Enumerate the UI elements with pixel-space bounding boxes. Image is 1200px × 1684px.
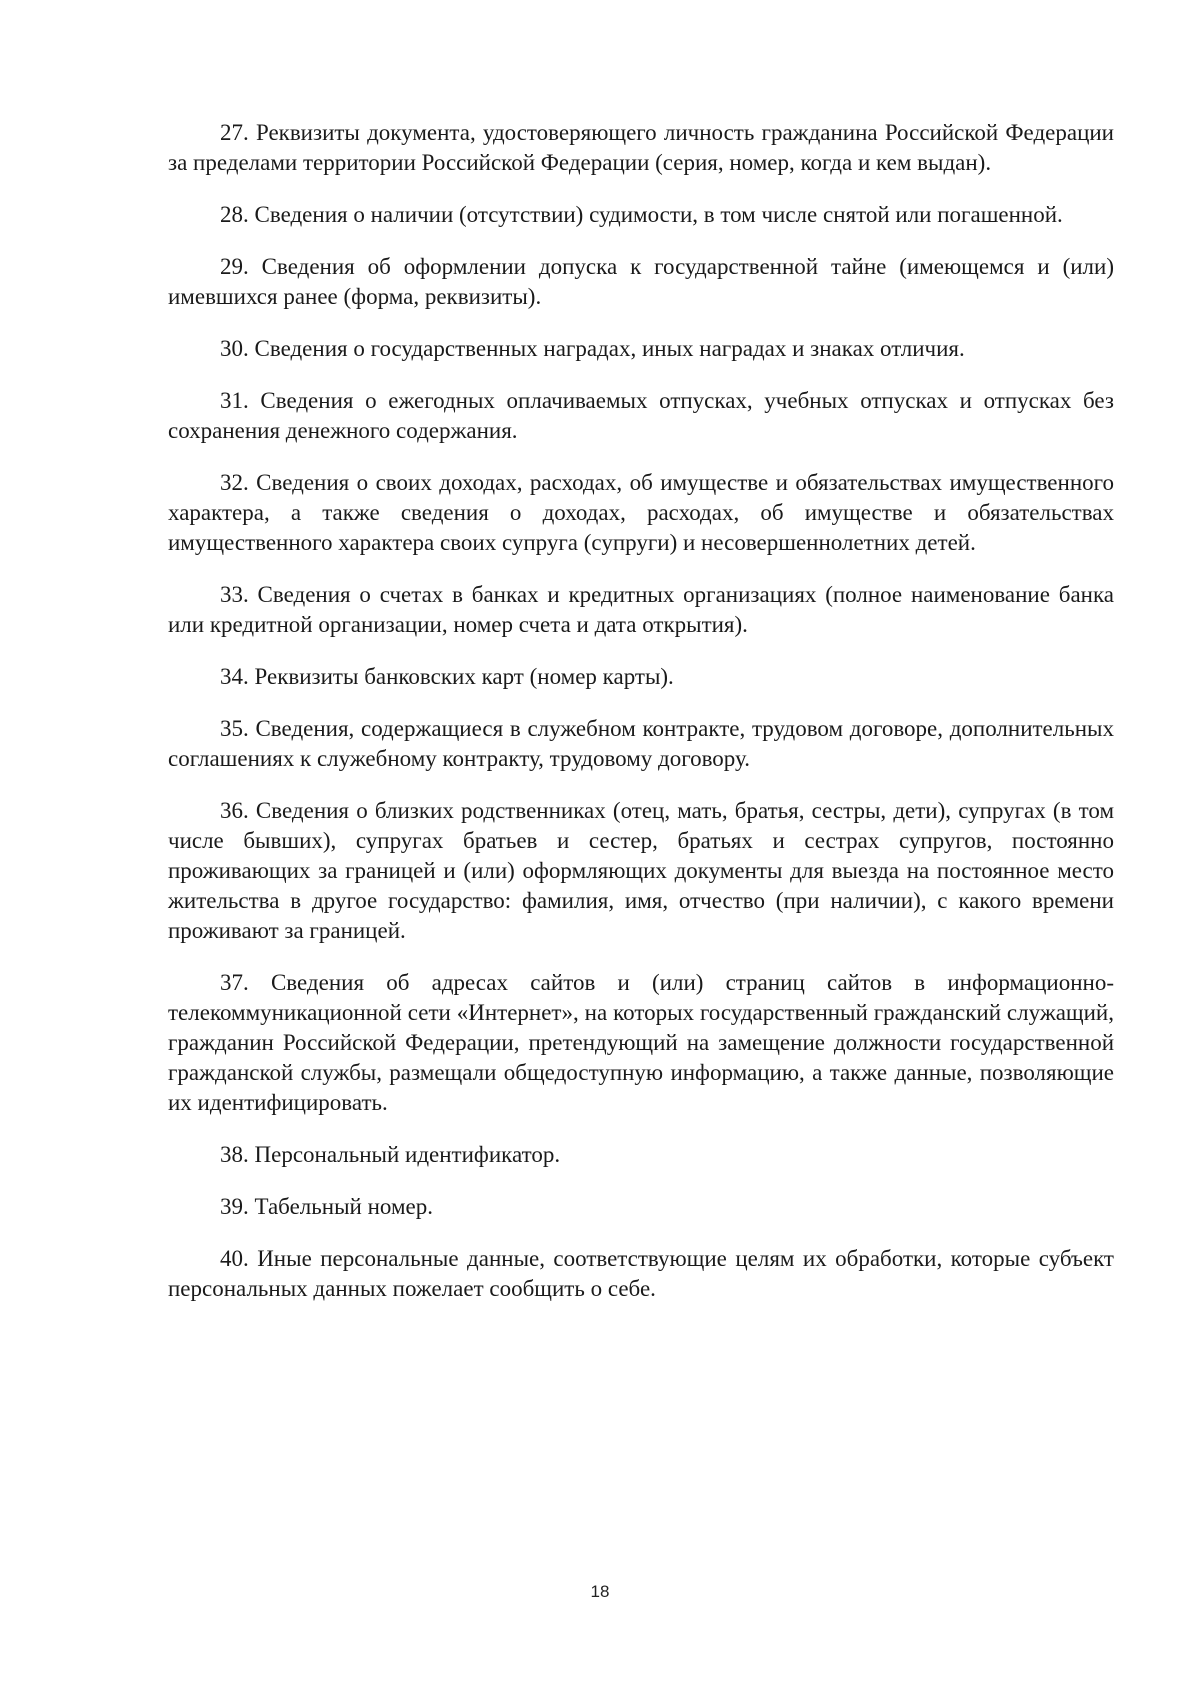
- paragraph-34: 34. Реквизиты банковских карт (номер карты).: [220, 664, 674, 689]
- paragraph-38: 38. Персональный идентификатор.: [220, 1142, 561, 1167]
- paragraph-35: 35. Сведения, содержащиеся в служебном контракте, трудовом договоре, дополнительных соглашениях к служебному контракту, трудовому договору.: [168, 716, 1114, 771]
- paragraph-31: 31. Сведения о ежегодных оплачиваемых отпусках, учебных отпусках и отпусках без сохранения денежного содержания.: [168, 388, 1114, 443]
- paragraph-29: 29. Сведения об оформлении допуска к государственной тайне (имеющемся и (или) имевшихся ранее (форма, реквизиты).: [168, 254, 1114, 309]
- paragraph-36: 36. Сведения о близких родственниках (отец, мать, братья, сестры, дети), супругах (в том числе бывших), супругах братьев и сестер, братьях и сестрах супругов, постоянно проживающих за границей и (или) оформляющих документы для выезда на постоянное место жительства в другое государство: фамилия, имя, отчество (при наличии), с какого времени проживают за границей.: [168, 798, 1114, 943]
- paragraph-28: 28. Сведения о наличии (отсутствии) судимости, в том числе снятой или погашенной.: [220, 202, 1063, 227]
- paragraph-32: 32. Сведения о своих доходах, расходах, об имуществе и обязательствах имущественного характера, а также сведения о доходах, расходах, об имуществе и обязательствах имущественного характера своих супруга (супруги) и несовершеннолетних детей.: [168, 470, 1114, 555]
- document-body: [168, 118, 1114, 1326]
- paragraph-30: 30. Сведения о государственных наградах, иных наградах и знаках отличия.: [220, 336, 965, 361]
- paragraph-39: 39. Табельный номер.: [220, 1194, 433, 1219]
- page-number: 18: [590, 1582, 610, 1601]
- paragraph-37: 37. Сведения об адресах сайтов и (или) страниц сайтов в информационно-телекоммуникационной сети «Интернет», на которых государственный гражданский служащий, гражданин Российской Федерации, претендующий на замещение должности государственной гражданской службы, размещали общедоступную информацию, а также данные, позволяющие их идентифицировать.: [168, 970, 1114, 1115]
- paragraph-40: 40. Иные персональные данные, соответствующие целям их обработки, которые субъект персональных данных пожелает сообщить о себе.: [168, 1246, 1114, 1301]
- paragraph-27: 27. Реквизиты документа, удостоверяющего личность гражданина Российской Федерации за пределами территории Российской Федерации (серия, номер, когда и кем выдан).: [168, 120, 1114, 175]
- paragraph-33: 33. Сведения о счетах в банках и кредитных организациях (полное наименование банка или кредитной организации, номер счета и дата открытия).: [168, 582, 1114, 637]
